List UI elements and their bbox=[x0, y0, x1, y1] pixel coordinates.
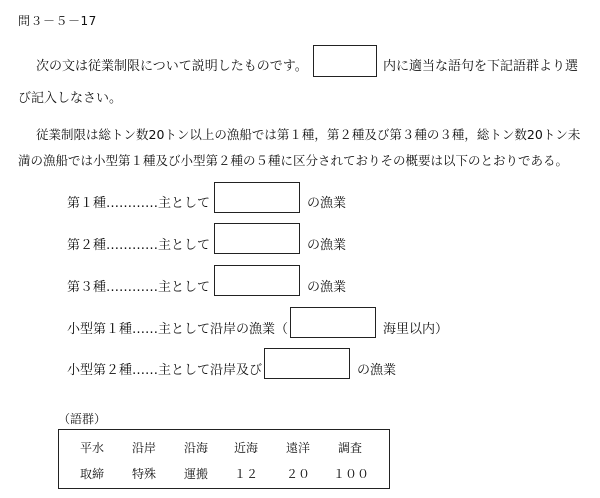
item-2-answer-box[interactable] bbox=[214, 223, 300, 254]
word-2: 沿岸 bbox=[132, 441, 157, 455]
item-4-suffix: 海里以内） bbox=[383, 322, 449, 337]
body-line-1: 従業制限は総トン数20トン以上の漁船では第１種，第２種及び第３種の３種，総トン数20トン未 bbox=[36, 127, 581, 142]
item-3-suffix: の漁業 bbox=[307, 280, 347, 295]
item-5-suffix: の漁業 bbox=[357, 363, 397, 378]
word-4: 近海 bbox=[234, 441, 259, 455]
word-group-title: （語群） bbox=[58, 412, 107, 426]
word-10: １２ bbox=[234, 467, 259, 481]
item-3-answer-box[interactable] bbox=[214, 265, 300, 296]
item-2-label: 第２種…………主として bbox=[67, 238, 211, 253]
body-line-2: 満の漁船では小型第１種及び小型第２種の５種に区分されておりその概要は以下のとおりである。 bbox=[18, 153, 569, 168]
item-1-answer-box[interactable] bbox=[214, 182, 300, 213]
word-6: 調査 bbox=[338, 441, 363, 455]
question-number: 問３－５－17 bbox=[18, 14, 97, 28]
item-5-answer-box[interactable] bbox=[264, 348, 350, 379]
word-3: 沿海 bbox=[184, 441, 209, 455]
word-8: 特殊 bbox=[132, 467, 157, 481]
item-4-answer-box[interactable] bbox=[290, 307, 376, 338]
example-blank-box bbox=[313, 45, 377, 77]
word-9: 運搬 bbox=[184, 467, 209, 481]
instruction-text-3: び記入しなさい。 bbox=[18, 91, 123, 106]
instruction-text-2: 内に適当な語句を下記語群より選 bbox=[383, 59, 579, 74]
item-2-suffix: の漁業 bbox=[307, 238, 347, 253]
word-7: 取締 bbox=[80, 467, 105, 481]
item-5-label: 小型第２種……主として沿岸及び bbox=[67, 363, 263, 378]
word-11: ２０ bbox=[286, 467, 311, 481]
word-5: 遠洋 bbox=[286, 441, 311, 455]
instruction-text-1: 次の文は従業制限について説明したものです。 bbox=[36, 59, 308, 74]
word-12: １００ bbox=[333, 467, 370, 481]
item-3-label: 第３種…………主として bbox=[67, 280, 211, 295]
item-4-label: 小型第１種……主として沿岸の漁業（ bbox=[67, 322, 289, 337]
item-1-suffix: の漁業 bbox=[307, 196, 347, 211]
item-1-label: 第１種…………主として bbox=[67, 196, 211, 211]
word-group-box bbox=[58, 429, 390, 489]
word-1: 平水 bbox=[80, 441, 105, 455]
